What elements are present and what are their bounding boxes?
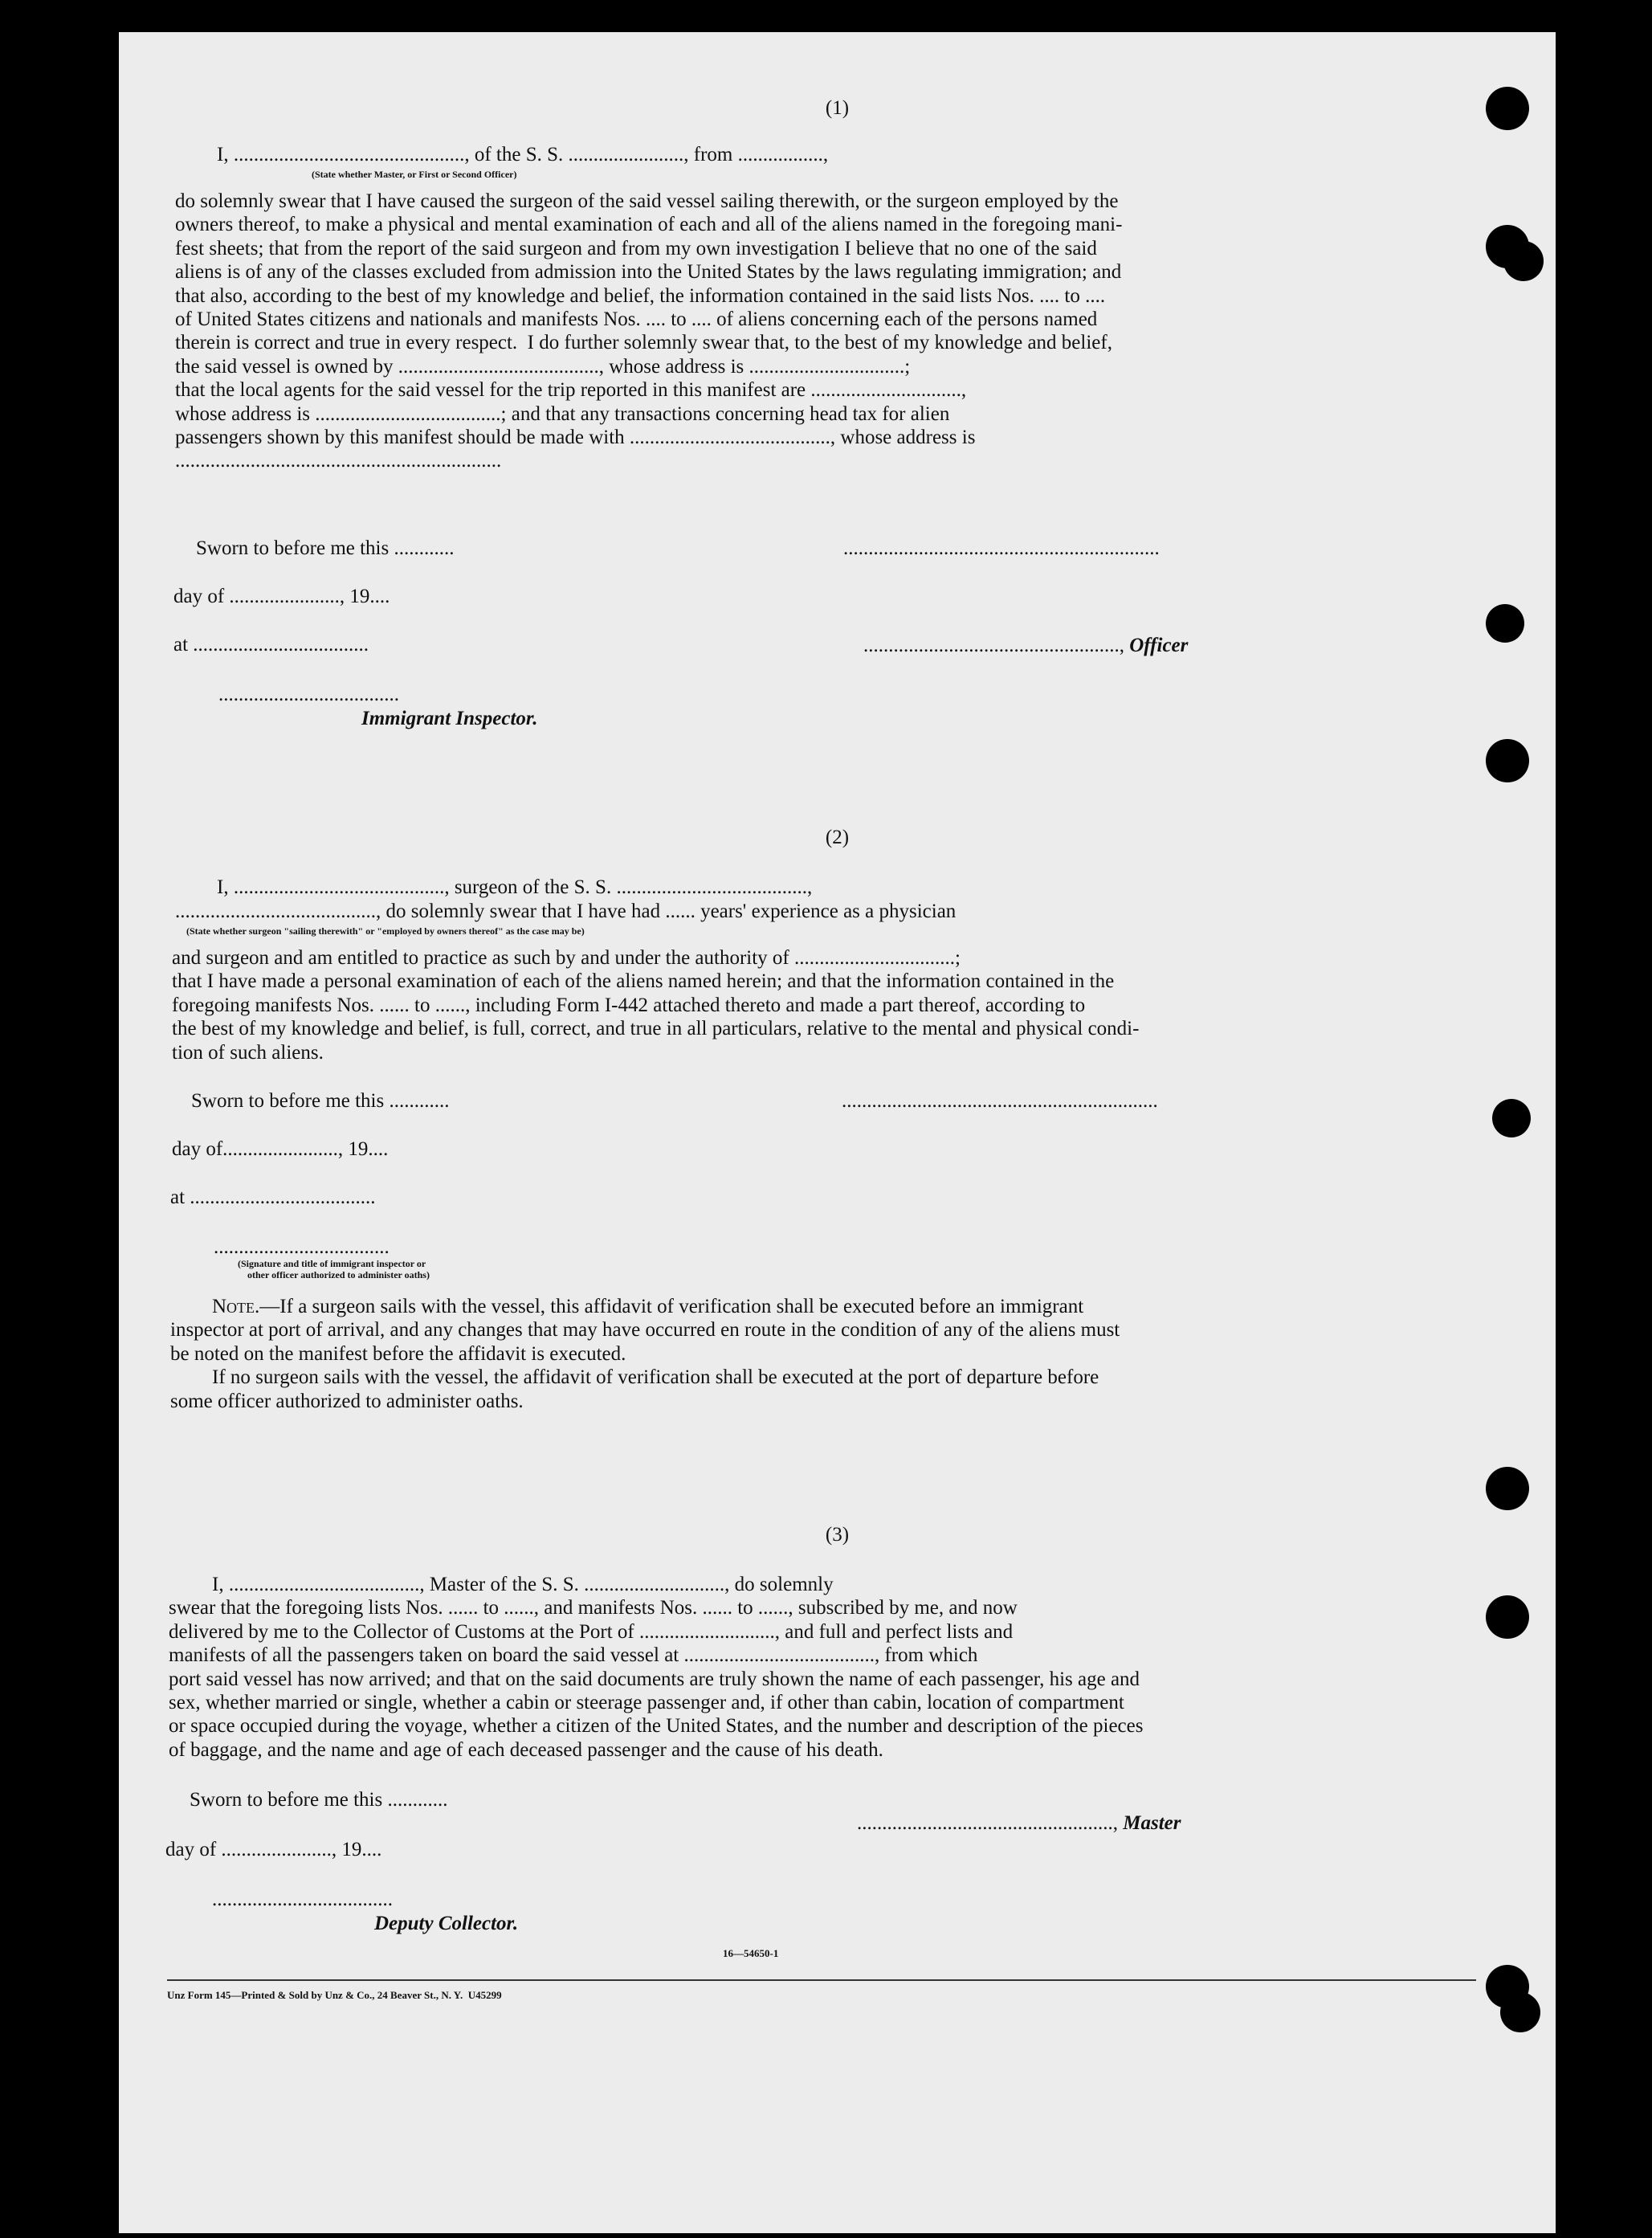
section-2-note [170,1295,1478,1413]
section-1-line: owners thereof, to make a physical and mental examination of each and all of the aliens named in the foregoing mani- [175,214,1123,236]
punch-hole [1486,1467,1529,1510]
section-1-line: therein is correct and true in every respect. I do further solemnly swear that, to the best of my knowledge and belief, [175,332,1112,354]
section-2-line: tion of such aliens. [172,1041,324,1064]
section-2-line: and surgeon and am entitled to practice as such by and under the authority of ................................; [172,947,961,969]
form-number: 16—54650-1 [723,1947,779,1959]
section-1-officer-dots: ..................................................., [863,635,1130,656]
section-3-line: or space occupied during the voyage, whether a citizen of the United States, and the number and description of the pieces [169,1715,1144,1738]
form-sheet [119,32,1556,2233]
section-2-line: the best of my knowledge and belief, is full, correct, and true in all particulars, relative to the mental and physical condi- [172,1018,1140,1040]
section-1-body [175,190,1476,473]
note-text: —If a surgeon sails with the vessel, this affidavit of verification shall be executed before an immigrant [259,1296,1084,1317]
section-1-line: aliens is of any of the classes excluded from admission into the United States by the laws regulating immigration; and [175,261,1122,284]
section-3-line: swear that the foregoing lists Nos. ...... to ......, and manifests Nos. ...... to ......, subscribed by me, and now [169,1597,1018,1619]
section-1-officer-line [843,611,1188,680]
section-2-first-line: I, .........................................., surgeon of the S. S. ......................................, [217,876,813,898]
section-2-day: day of......................., 19.... [172,1138,389,1160]
section-1-number: (1) [825,97,850,119]
section-1-at: at ................................... [173,634,369,655]
section-1-inspector-title: Immigrant Inspector. [361,708,538,729]
note-line: inspector at port of arrival, and any changes that may have occurred en route in the condition of any of the aliens must [170,1319,1120,1342]
section-1-line: ................................................................. [175,450,502,472]
section-2-number: (2) [825,827,850,848]
section-3-deputy-line: .................................... [212,1889,393,1910]
section-2-caption: (State whether surgeon "sailing therewith" or "employed by owners thereof" as the case may be) [186,925,585,937]
note-line: some officer authorized to administer oaths. [170,1390,524,1412]
section-2-at: at ..................................... [170,1186,376,1208]
punch-hole [1486,1595,1529,1639]
note-lead: Note. [212,1296,260,1317]
section-2-inspector-line: ................................... [214,1236,390,1258]
punch-hole [1486,87,1529,130]
section-3-line: sex, whether married or single, whether a cabin or steerage passenger and, if other than cabin, location of compartment [169,1692,1124,1714]
section-3-master-title: Master [1123,1812,1181,1834]
section-3-line: delivered by me to the Collector of Customs at the Port of ..........................., and full and perfect lists and [169,1620,1014,1643]
punch-hole [1486,604,1524,643]
section-3-day: day of ......................, 19.... [165,1839,382,1860]
section-1-line: the said vessel is owned by ........................................, whose address is ...............................; [175,355,911,378]
section-1-line: fest sheets; that from the report of the said surgeon and from my own investigation I believe that no one of the said [175,237,1097,259]
section-2-signature-line: ............................................................... [842,1090,1158,1112]
section-3-line: port said vessel has now arrived; and that on the said documents are truly shown the name of each passenger, his age and [169,1668,1140,1690]
section-1-first-line: I, .............................................., of the S. S. ......................., from ................., [217,144,829,165]
section-3-sworn: Sworn to before me this ............ [190,1789,448,1811]
section-3-body [169,1573,1478,1762]
section-2-signature-caption-2: other officer authorized to administer oaths) [247,1269,430,1280]
section-3-master-dots: ..................................................., [857,1812,1124,1834]
section-1-line: that also, according to the best of my knowledge and belief, the information contained in the said lists Nos. .... to .... [175,284,1106,307]
punch-hole [1492,1099,1531,1137]
section-1-inspector-line: .................................... [218,684,399,705]
section-1-caption: (State whether Master, or First or Second Officer) [312,169,517,180]
section-3-line: I, ......................................, Master of the S. S. ............................, do solemnly [212,1574,834,1595]
footer-printer: Unz Form 145—Printed & Sold by Unz & Co., 24 Beaver St., N. Y. U45299 [167,1989,502,2001]
note-line: be noted on the manifest before the affidavit is executed. [170,1342,626,1365]
section-3-deputy-title: Deputy Collector. [374,1913,519,1934]
section-3-master-line [837,1788,1181,1858]
section-3-line: of baggage, and the name and age of each deceased passenger and the cause of his death. [169,1738,883,1761]
section-1-signature-line: ............................................................... [843,537,1160,559]
section-1-line: whose address is .....................................; and that any transactions concerning head tax for alien [175,402,950,425]
section-2-sworn: Sworn to before me this ............ [191,1090,450,1112]
section-2-line: that I have made a personal examination of each of the aliens named herein; and that the information contained in the [172,970,1115,993]
punch-hole [1500,1992,1540,2032]
section-1-line: that the local agents for the said vessel for the trip reported in this manifest are .............................., [175,379,967,402]
section-1-officer-title: Officer [1129,635,1189,656]
section-1-line: passengers shown by this manifest should be made with ........................................, whose address is [175,427,976,449]
section-1-line: do solemnly swear that I have caused the surgeon of the said vessel sailing therewith, or the surgeon employed by the [175,190,1119,212]
section-1-day: day of ......................, 19.... [173,586,390,607]
footer-rule [167,1979,1476,1981]
section-1-line: of United States citizens and nationals and manifests Nos. .... to .... of aliens concerning each of the persons named [175,308,1098,331]
note-line [170,1295,1478,1318]
section-3-line: manifests of all the passengers taken on board the said vessel at ......................................, from which [169,1644,978,1667]
section-2-line: foregoing manifests Nos. ...... to ......, including Form I-442 attached thereto and made a part thereof, according to [172,994,1086,1016]
section-2-body [172,946,1478,1064]
punch-hole [1486,739,1529,782]
section-2-second-line: ........................................, do solemnly swear that I have had ...... years' experience as a physician [175,901,957,922]
punch-hole [1503,241,1544,281]
note-line: If no surgeon sails with the vessel, the affidavit of verification shall be executed at the port of departure before [212,1366,1099,1389]
section-3-number: (3) [825,1524,850,1546]
section-1-sworn: Sworn to before me this ............ [196,537,455,559]
section-2-signature-caption-1: (Signature and title of immigrant inspector or [238,1258,426,1269]
